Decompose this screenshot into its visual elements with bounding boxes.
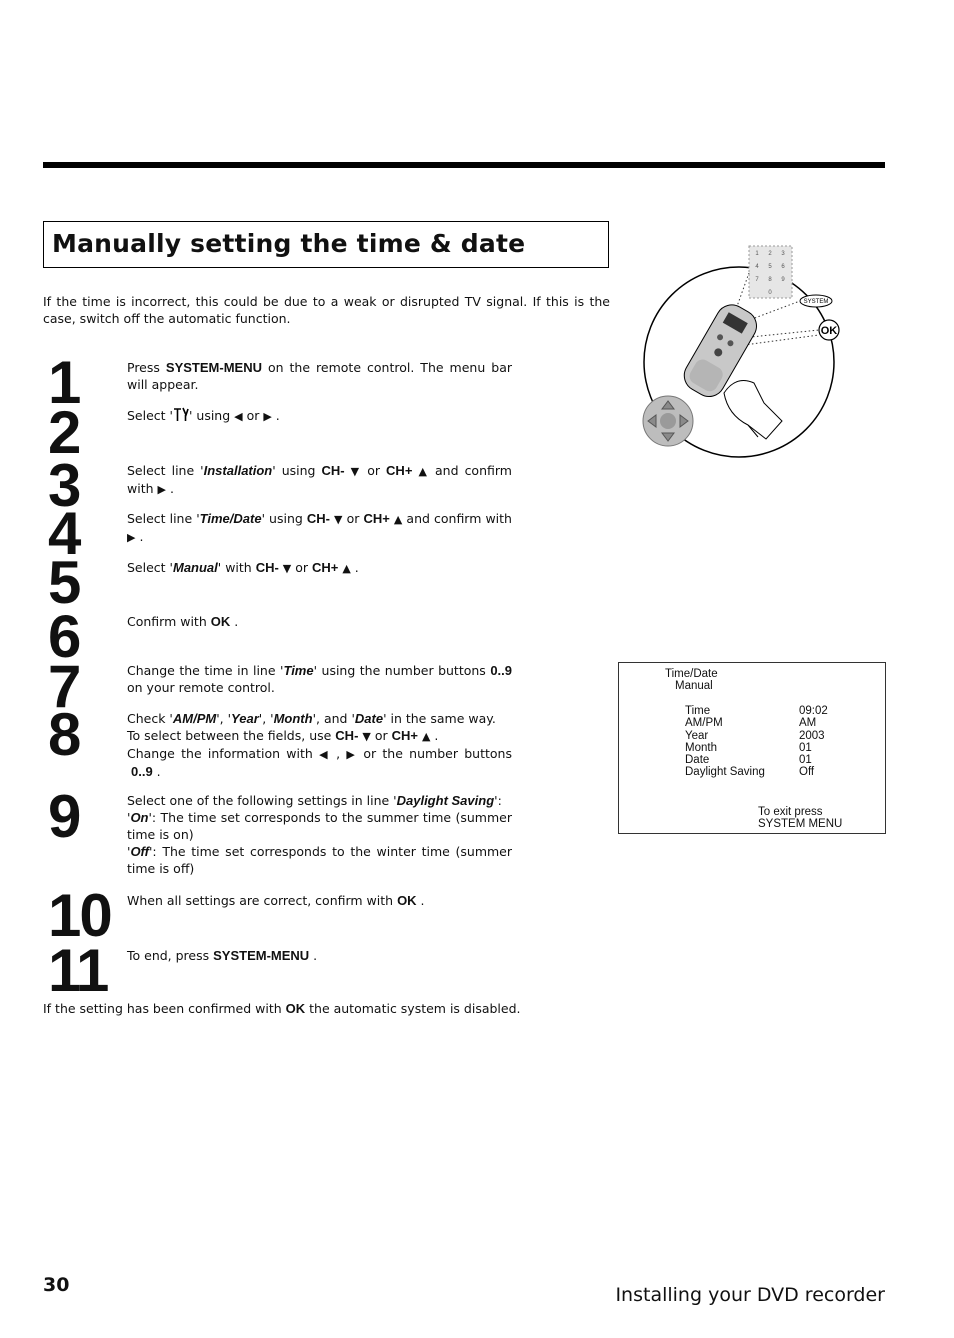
- menu-row-year: Year 2003: [685, 729, 825, 742]
- step-number: 1: [48, 349, 80, 416]
- key-label: 3: [781, 251, 785, 257]
- step-7-text: Change the time in line 'Time' using the number buttons 0..9 on your remote control.: [127, 663, 512, 695]
- left-arrow-icon: ◀: [319, 748, 330, 761]
- menu-row-daylight-saving: Daylight Saving Off: [685, 766, 815, 779]
- top-rule: [43, 162, 885, 168]
- step-9-text: Select one of the following settings in line 'Daylight Saving': 'On': The time set corresponds to the summer time (summer time is on) 'Off': The time set corresponds to the winter time (summer time is off): [127, 793, 512, 876]
- key-label: 1: [755, 251, 759, 257]
- step-2-text: Select ' ' using ◀ or ▶ .: [127, 408, 280, 423]
- step-number: 8: [48, 701, 80, 768]
- step-number: 11: [48, 937, 108, 1004]
- step-number: 6: [48, 603, 80, 670]
- down-arrow-icon: ▼: [282, 562, 292, 575]
- menu-row-date: Date 01: [685, 754, 812, 767]
- key-label: 6: [781, 264, 785, 270]
- ok-button-label: OK: [820, 325, 838, 337]
- intro-text: If the time is incorrect, this could be due to a weak or disrupted TV signal. If this is the case, switch off the automatic function.: [43, 294, 610, 326]
- step-6-text: Confirm with OK .: [127, 614, 239, 629]
- menu-row-ampm: AM/PM AM: [685, 717, 817, 730]
- step-number: 9: [48, 783, 80, 850]
- step-5-text: Select 'Manual' with CH- ▼ or CH+ ▲ .: [127, 560, 359, 575]
- up-arrow-icon: ▲: [421, 730, 431, 743]
- step-number: 4: [48, 500, 80, 567]
- step-number: 3: [48, 452, 80, 519]
- step-10-text: When all settings are correct, confirm with OK .: [127, 893, 425, 908]
- menu-title: Time/Date: [665, 668, 718, 680]
- menu-exit-hint: To exit press SYSTEM MENU: [758, 806, 843, 831]
- heading-box: [43, 221, 609, 268]
- up-arrow-icon: ▲: [342, 562, 351, 575]
- remote-control-illustration: [636, 243, 851, 458]
- step-number: 10: [48, 882, 111, 949]
- menu-subtitle: Manual: [675, 680, 713, 692]
- down-arrow-icon: ▼: [362, 730, 371, 743]
- page-title: Manually setting the time & date: [52, 229, 526, 258]
- up-arrow-icon: ▲: [393, 513, 403, 526]
- step-number: 2: [48, 399, 80, 466]
- step-8-text: Check 'AM/PM', 'Year', 'Month', and 'Date' in the same way. To select between the fields, use CH- ▼ or CH+ ▲ . Change the information with ◀ , ▶ or the number buttons 0..9 .: [127, 711, 512, 779]
- step-1-text: Press SYSTEM-MENU on the remote control. The menu bar will appear.: [127, 360, 512, 392]
- section-title: Installing your DVD recorder: [615, 1284, 885, 1306]
- right-arrow-icon: ▶: [263, 410, 272, 423]
- right-arrow-icon: ▶: [127, 531, 136, 544]
- key-label: 4: [755, 264, 759, 270]
- menu-row-time: Time 09:02: [685, 705, 828, 717]
- down-arrow-icon: ▼: [350, 465, 362, 478]
- time-date-menu-screen: [618, 662, 886, 834]
- down-arrow-icon: ▼: [334, 513, 343, 526]
- step-number: 7: [48, 653, 80, 720]
- installation-tools-icon: [173, 407, 189, 422]
- step-4-text: Select line 'Time/Date' using CH- ▼ or CH+ ▲ and confirm with ▶ .: [127, 511, 512, 544]
- system-button-label: SYSTEM: [803, 299, 829, 305]
- up-arrow-icon: ▲: [418, 465, 429, 478]
- footnote: If the setting has been confirmed with OK the automatic system is disabled.: [43, 1001, 521, 1016]
- left-arrow-icon: ◀: [234, 410, 243, 423]
- step-number: 5: [48, 549, 80, 616]
- right-arrow-icon: ▶: [346, 748, 358, 761]
- key-label: 2: [768, 251, 772, 257]
- key-label: 5: [768, 264, 772, 270]
- key-label: 8: [768, 277, 772, 283]
- key-label: 0: [768, 290, 772, 296]
- key-label: 9: [781, 277, 785, 283]
- step-11-text: To end, press SYSTEM-MENU .: [127, 948, 318, 963]
- key-label: 7: [755, 277, 759, 283]
- step-3-text: Select line 'Installation' using CH- ▼ or CH+ ▲ and confirm with ▶ .: [127, 463, 512, 496]
- page-number: 30: [43, 1274, 70, 1296]
- right-arrow-icon: ▶: [157, 483, 166, 496]
- menu-row-month: Month 01: [685, 741, 812, 754]
